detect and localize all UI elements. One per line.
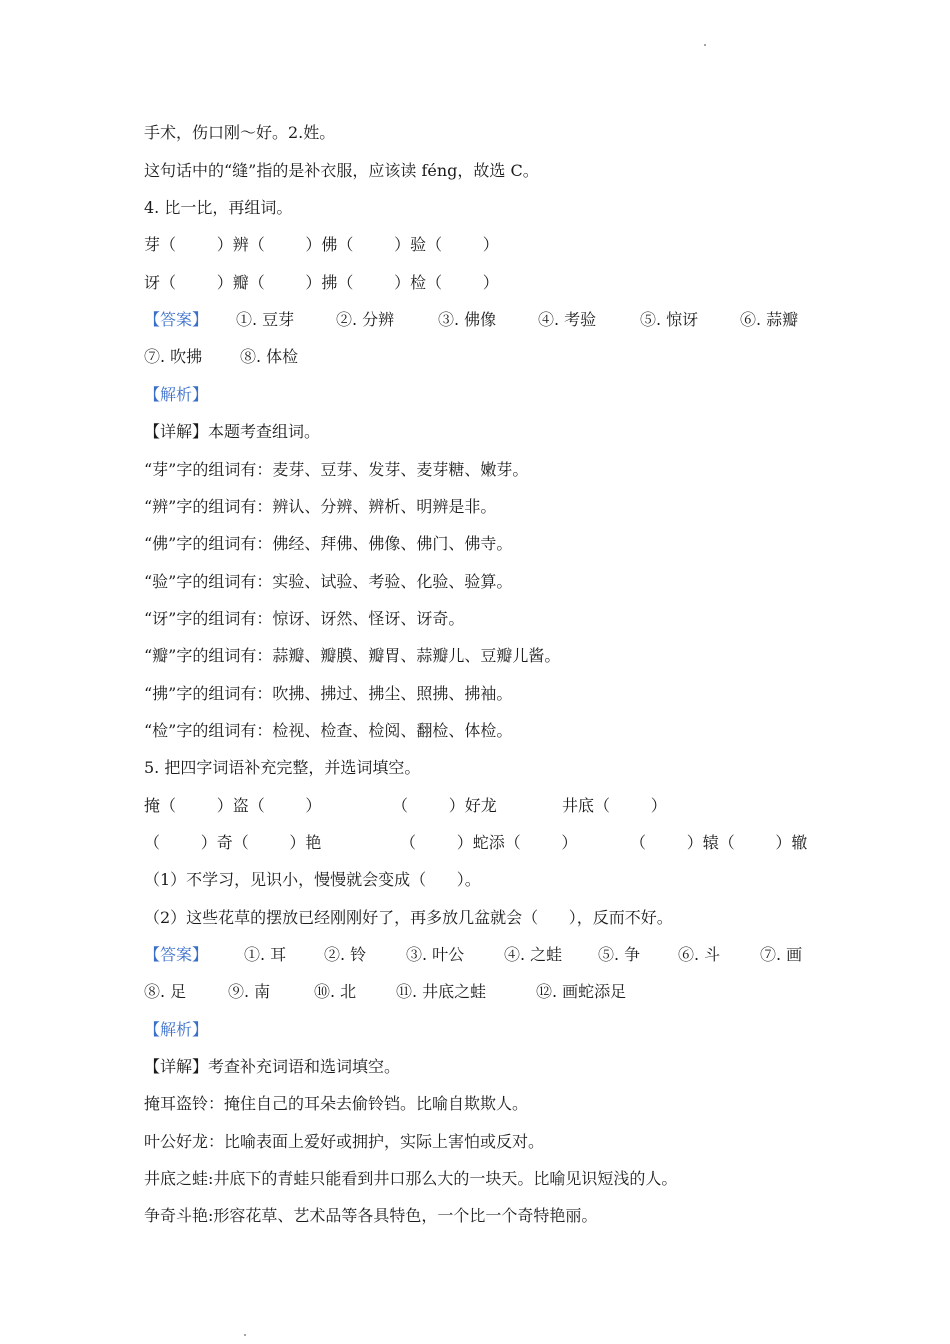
answer-item: ⑫. 画蛇添足 [536,982,627,1001]
answer-item: ④. 考验 [538,310,597,329]
idiom-blank: 掩（ ）盗（ ） [144,796,322,815]
answer-item: ⑦. 吹拂 [144,347,203,366]
answer-item: ②. 铃 [324,945,367,964]
answer-item: ⑦. 画 [760,945,803,964]
explanation-line: “芽”字的组词有：麦芽、豆芽、发芽、麦芽糖、嫩芽。 [144,460,529,479]
answer-item: ⑪. 井底之蛙 [396,982,487,1001]
question-5-row-1 [144,795,824,817]
definition-line: 叶公好龙：比喻表面上爱好或拥护，实际上害怕或反对。 [144,1132,545,1151]
answer-item: ⑨. 南 [228,982,271,1001]
explanation-line: “检”字的组词有：检视、检查、检阅、翻检、体检。 [144,721,513,740]
definition-line: 掩耳盗铃：掩住自己的耳朵去偷铃铛。比喻自欺欺人。 [144,1094,529,1113]
idiom-blank: （ ）辕（ ）辙 [630,833,808,852]
answer-label: 【答案】 [144,310,209,329]
answer-item: ①. 耳 [244,945,287,964]
explanation-line: “拂”字的组词有：吹拂、拂过、拂尘、照拂、拂袖。 [144,684,513,703]
question-4-row-1: 芽（ ）辨（ ）佛（ ）验（ ） [144,235,499,254]
answer-4-row-1 [144,309,824,331]
answer-item: ⑤. 惊讶 [640,310,699,329]
answer-item: ③. 佛像 [438,310,497,329]
answer-label: 【答案】 [144,945,209,964]
answer-item: ⑩. 北 [314,982,357,1001]
answer-5-row-1 [144,944,824,966]
definition-line: 井底之蛙:井底下的青蛙只能看到井口那么大的一块天。比喻见识短浅的人。 [144,1169,678,1188]
detail-intro: 【详解】考查补充词语和选词填空。 [144,1057,401,1076]
explanation-line: “瓣”字的组词有：蒜瓣、瓣膜、瓣胃、蒜瓣儿、豆瓣儿酱。 [144,646,561,665]
fill-sentence: （2）这些花草的摆放已经刚刚好了，再多放几盆就会（ ），反而不好。 [144,908,673,927]
answer-item: ④. 之蛙 [504,945,563,964]
corner-mark-top [704,44,706,46]
answer-4-row-2 [144,346,824,368]
analysis-label: 【解析】 [144,385,209,404]
fill-sentence: （1）不学习，见识小，慢慢就会变成（ ）。 [144,870,481,889]
answer-item: ⑥. 斗 [678,945,721,964]
corner-mark-bottom [244,1334,246,1336]
answer-item: ⑧. 体检 [240,347,299,366]
question-5-row-2 [144,832,824,854]
idiom-blank: 井底（ ） [562,796,667,815]
detail-intro: 【详解】本题考查组词。 [144,422,321,441]
answer-5-row-2 [144,981,824,1003]
idiom-blank: （ ）蛇添（ ） [400,833,578,852]
text-line: 这句话中的“缝”指的是补衣服，应该读 féng，故选 C。 [144,161,539,180]
answer-item: ②. 分辨 [336,310,395,329]
explanation-line: “辨”字的组词有：辨认、分辨、辨析、明辨是非。 [144,497,497,516]
idiom-blank: （ ）好龙 [392,796,497,815]
answer-item: ⑤. 争 [598,945,641,964]
definition-line: 争奇斗艳:形容花草、艺术品等各具特色，一个比一个奇特艳丽。 [144,1206,598,1225]
answer-item: ⑥. 蒜瓣 [740,310,799,329]
answer-item: ⑧. 足 [144,982,187,1001]
question-4-row-2: 讶（ ）瓣（ ）拂（ ）检（ ） [144,273,499,292]
question-4-title: 4. 比一比，再组词。 [144,198,293,217]
idiom-blank: （ ）奇（ ）艳 [144,833,322,852]
analysis-label: 【解析】 [144,1020,209,1039]
explanation-line: “讶”字的组词有：惊讶、讶然、怪讶、讶奇。 [144,609,465,628]
answer-item: ③. 叶公 [406,945,465,964]
text-line: 手术，伤口刚～好。2.姓。 [144,123,336,142]
question-5-title: 5. 把四字词语补充完整，并选词填空。 [144,758,421,777]
explanation-line: “验”字的组词有：实验、试验、考验、化验、验算。 [144,572,513,591]
explanation-line: “佛”字的组词有：佛经、拜佛、佛像、佛门、佛寺。 [144,534,513,553]
answer-item: ①. 豆芽 [236,310,295,329]
